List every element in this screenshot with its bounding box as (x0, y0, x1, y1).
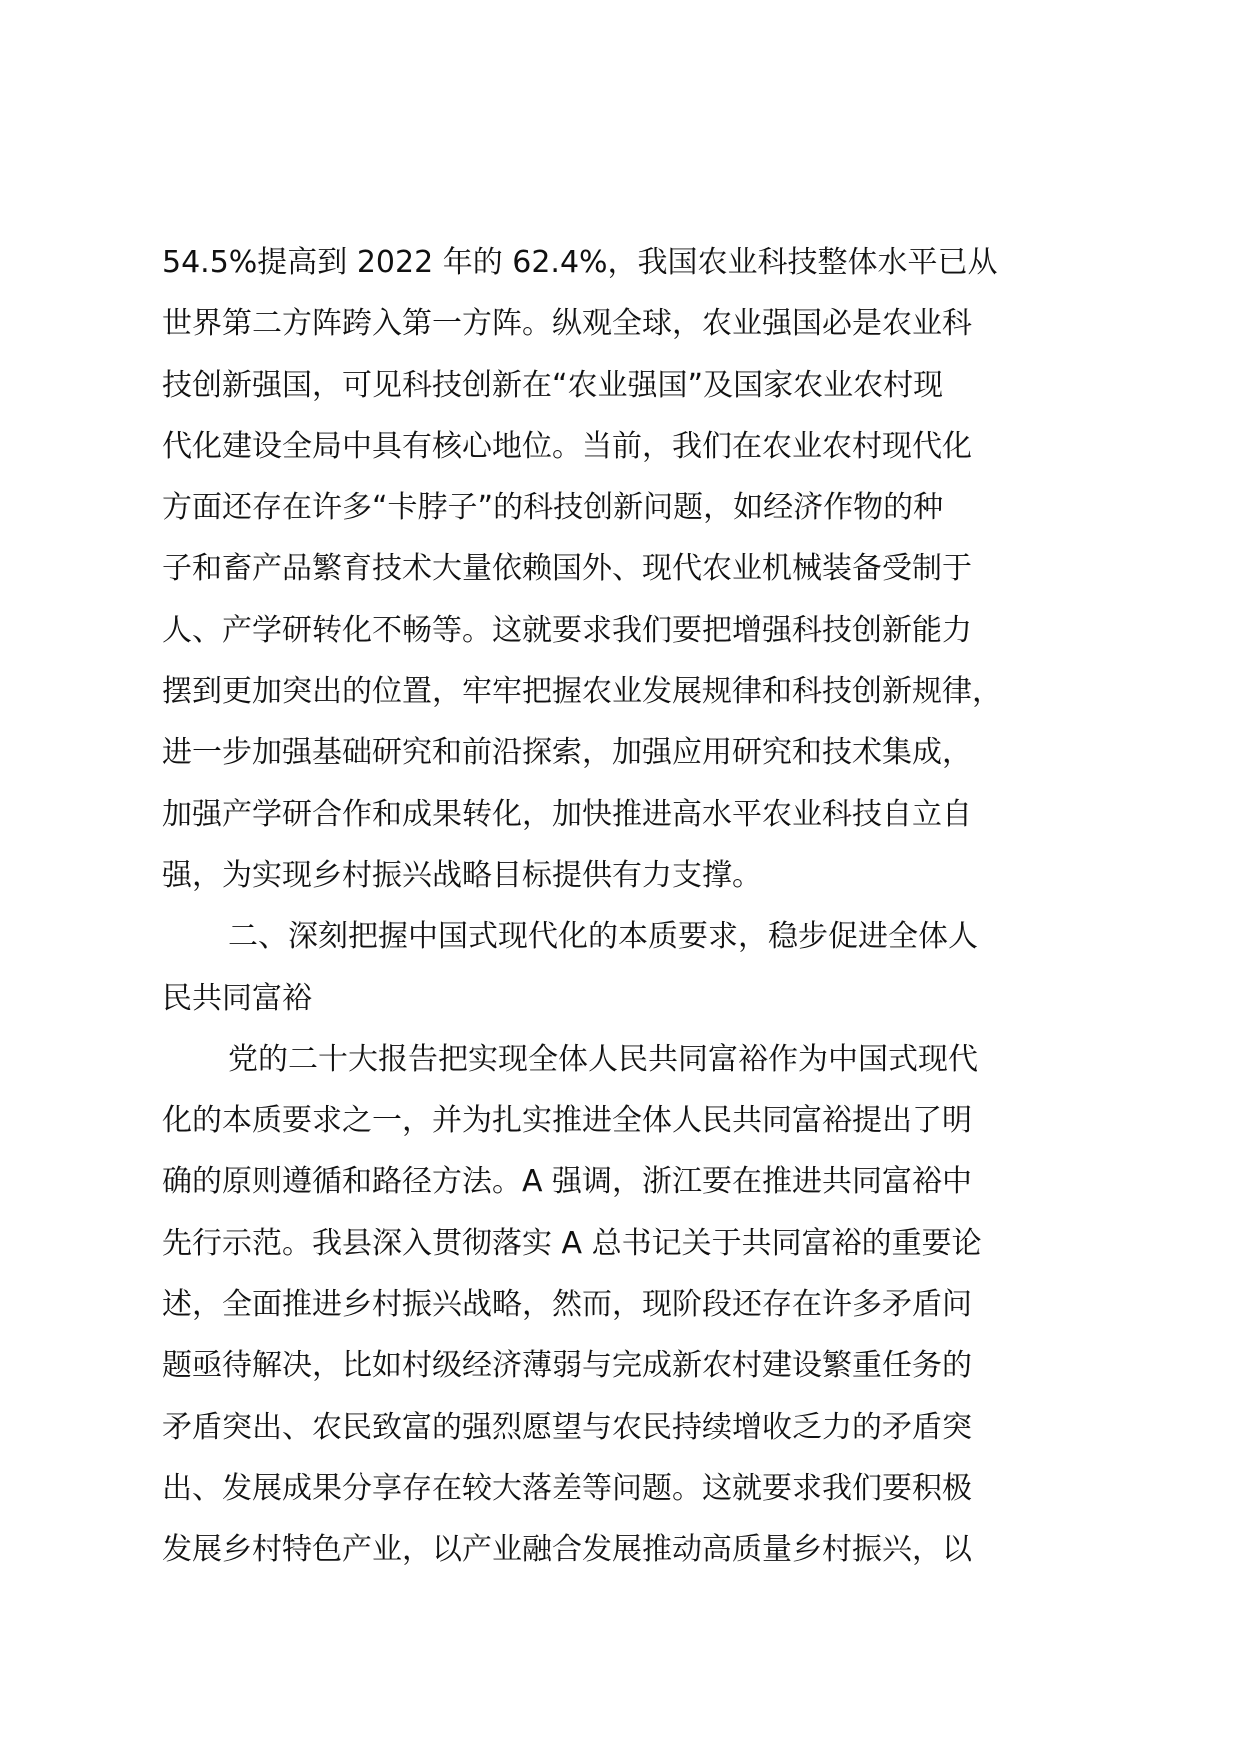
paragraph-line: 方面还存在许多“卡脖子”的科技创新问题，如经济作物的种 (162, 490, 944, 526)
paragraph-line: 进一步加强基础研究和前沿探索，加强应用研究和技术集成， (162, 735, 972, 771)
paragraph-line: 摆到更加突出的位置，牢牢把握农业发展规律和科技创新规律， (162, 674, 1002, 710)
paragraph-line: 子和畜产品繁育技术大量依赖国外、现代农业机械装备受制于 (162, 551, 972, 587)
paragraph-line: 先行示范。我县深入贯彻落实 A 总书记关于共同富裕的重要论 (162, 1225, 982, 1261)
paragraph-line: 加强产学研合作和成果转化，加快推进高水平农业科技自立自 (162, 796, 972, 832)
paragraph-line: 题亟待解决，比如村级经济薄弱与完成新农村建设繁重任务的 (162, 1348, 972, 1384)
paragraph-line: 代化建设全局中具有核心地位。当前，我们在农业农村现代化 (162, 428, 972, 464)
paragraph-line: 发展乡村特色产业，以产业融合发展推动高质量乡村振兴，以 (162, 1532, 972, 1568)
document-body (162, 232, 1082, 1581)
paragraph-line: 述，全面推进乡村振兴战略，然而，现阶段还存在许多矛盾问 (162, 1287, 972, 1323)
paragraph-line: 人、产学研转化不畅等。这就要求我们要把增强科技创新能力 (162, 612, 972, 648)
paragraph-line: 矛盾突出、农民致富的强烈愿望与农民持续增收乏力的矛盾突 (162, 1409, 972, 1445)
paragraph-line: 世界第二方阵跨入第一方阵。纵观全球，农业强国必是农业科 (162, 306, 972, 342)
paragraph-line: 确的原则遵循和路径方法。A 强调，浙江要在推进共同富裕中 (162, 1164, 973, 1200)
paragraph-line: 技创新强国，可见科技创新在“农业强国”及国家农业农村现 (162, 367, 944, 403)
paragraph-line: 化的本质要求之一，并为扎实推进全体人民共同富裕提出了明 (162, 1103, 972, 1139)
paragraph-line: 党的二十大报告把实现全体人民共同富裕作为中国式现代 (228, 1041, 978, 1077)
paragraph-line: 54.5%提高到 2022 年的 62.4%，我国农业科技整体水平已从 (162, 245, 998, 280)
section-heading-line: 民共同富裕 (162, 980, 312, 1016)
paragraph-line: 强，为实现乡村振兴战略目标提供有力支撑。 (162, 857, 762, 893)
section-heading-line: 二、深刻把握中国式现代化的本质要求，稳步促进全体人 (228, 919, 978, 955)
paragraph-line: 出、发展成果分享存在较大落差等问题。这就要求我们要积极 (162, 1470, 972, 1506)
